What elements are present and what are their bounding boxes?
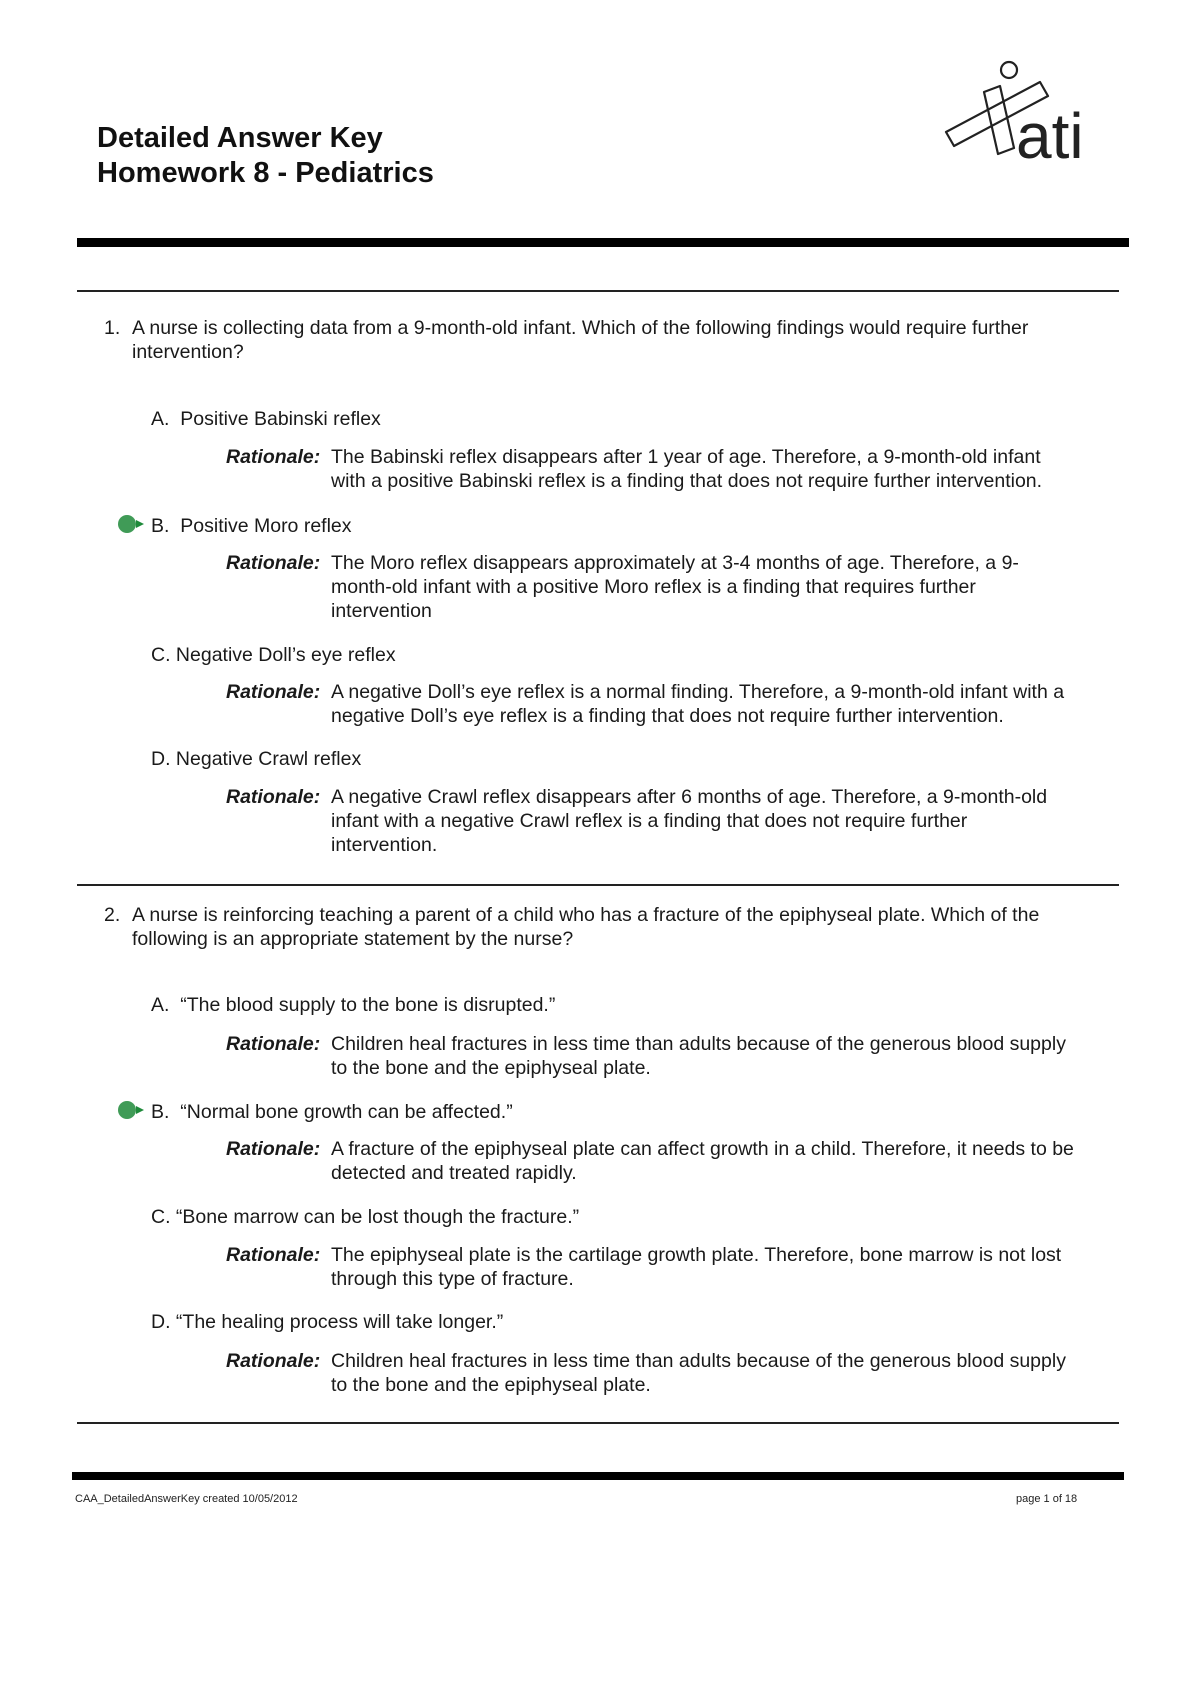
option-letter: C. (151, 644, 171, 666)
rationale-label: Rationale: (226, 1033, 321, 1055)
rationale-text: Children heal fractures in less time than adults because of the generous blood supply to the bone and the epiphyseal plate. (331, 1350, 1066, 1396)
rationale-2d (226, 1349, 1076, 1397)
option-text: “Bone marrow can be lost though the fracture.” (175, 1206, 580, 1228)
option-letter: A. (151, 408, 170, 430)
rationale-text: Children heal fractures in less time than adults because of the generous blood supply to the bone and the epiphyseal plate. (331, 1033, 1066, 1079)
rationale-text: The Moro reflex disappears approximately at 3-4 months of age. Therefore, a 9-month-old infant with a positive Moro reflex is a finding that requires further intervention (331, 552, 1019, 622)
question-number: 1. (104, 317, 121, 339)
option-text: Negative Doll’s eye reflex (175, 644, 396, 666)
question-2 (104, 903, 1054, 951)
rationale-text: A fracture of the epiphyseal plate can affect growth in a child. Therefore, it needs to be detected and treated rapidly. (331, 1138, 1074, 1184)
rationale-2c (226, 1243, 1076, 1291)
footer-created-note: CAA_DetailedAnswerKey created 10/05/2012 (75, 1493, 298, 1505)
option-text: “The blood supply to the bone is disrupted.” (180, 994, 556, 1016)
rationale-2b (226, 1137, 1076, 1185)
rationale-text: The epiphyseal plate is the cartilage growth plate. Therefore, bone marrow is not lost through this type of fracture. (331, 1244, 1062, 1290)
rationale-1b (226, 551, 1076, 623)
title-line-1: Detailed Answer Key (97, 122, 383, 154)
question-1 (104, 316, 1054, 364)
option-2a (151, 993, 555, 1017)
option-text: “The healing process will take longer.” (175, 1311, 504, 1333)
rationale-1c (226, 680, 1076, 728)
option-letter: D. (151, 1311, 171, 1333)
option-text: Positive Moro reflex (180, 515, 352, 537)
divider (77, 884, 1119, 886)
option-1a (151, 407, 381, 431)
option-letter: C. (151, 1206, 171, 1228)
question-text: A nurse is reinforcing teaching a parent of a child who has a fracture of the epiphyseal plate. Which of the following is an appropriate statement by the nurse? (132, 904, 1040, 950)
option-text: Positive Babinski reflex (180, 408, 381, 430)
rationale-1d (226, 785, 1076, 857)
question-text: A nurse is collecting data from a 9-month-old infant. Which of the following findings would require further intervention? (132, 317, 1029, 363)
option-1d (151, 747, 361, 771)
title-line-2: Homework 8 - Pediatrics (97, 157, 434, 189)
rationale-text: The Babinski reflex disappears after 1 year of age. Therefore, a 9-month-old infant with a positive Babinski reflex is a finding that does not require further intervention. (331, 446, 1043, 492)
option-2d (151, 1310, 503, 1334)
rationale-text: A negative Doll’s eye reflex is a normal finding. Therefore, a 9-month-old infant with a negative Doll’s eye reflex is a finding that does not require further intervention. (331, 681, 1065, 727)
rationale-1a (226, 445, 1076, 493)
option-letter: A. (151, 994, 170, 1016)
ati-logo (940, 52, 1120, 167)
rationale-label: Rationale: (226, 552, 321, 574)
rationale-label: Rationale: (226, 786, 321, 808)
rationale-label: Rationale: (226, 446, 321, 468)
rationale-label: Rationale: (226, 1244, 321, 1266)
correct-answer-icon (115, 513, 149, 535)
divider (77, 290, 1119, 292)
rationale-label: Rationale: (226, 1138, 321, 1160)
footer-page-number: page 1 of 18 (1016, 1493, 1078, 1505)
header-thick-rule (77, 238, 1129, 247)
option-letter: B. (151, 1101, 170, 1123)
rationale-text: A negative Crawl reflex disappears after 6 months of age. Therefore, a 9-month-old infant with a negative Crawl reflex is a finding that does not require further intervention. (331, 786, 1048, 856)
rationale-label: Rationale: (226, 1350, 321, 1372)
option-text: Negative Crawl reflex (175, 748, 362, 770)
divider (77, 1422, 1119, 1424)
footer-thick-rule (72, 1472, 1124, 1480)
correct-answer-icon (115, 1099, 149, 1121)
rationale-label: Rationale: (226, 681, 321, 703)
ati-logo-text: ati (1016, 100, 1084, 167)
option-1b (151, 514, 352, 538)
option-text: “Normal bone growth can be affected.” (180, 1101, 513, 1123)
option-1c (151, 643, 396, 667)
rationale-2a (226, 1032, 1076, 1080)
option-letter: D. (151, 748, 171, 770)
question-number: 2. (104, 904, 121, 926)
option-2c (151, 1205, 579, 1229)
option-2b (151, 1100, 513, 1124)
option-letter: B. (151, 515, 170, 537)
document-title (97, 121, 434, 191)
